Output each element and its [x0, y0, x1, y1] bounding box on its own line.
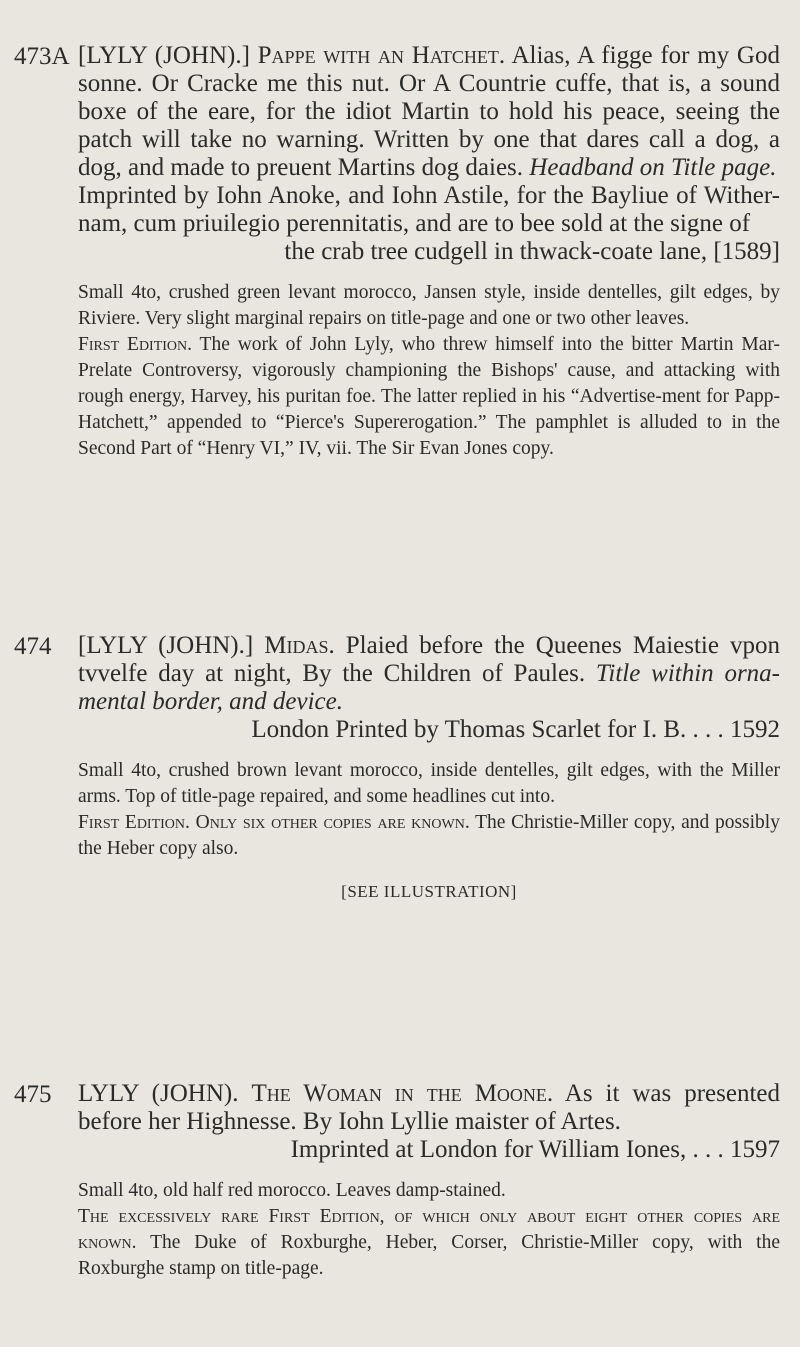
binding-description: Small 4to, crushed green levant morocco, Jansen style, inside dentelles, gilt edges, by Riviere. Very slight marginal repairs on title-page and one or two other leaves. — [78, 282, 780, 329]
imprint-date: the crab tree cudgell in thwack-coate lane, [1589] — [284, 238, 780, 265]
title-note: Title within orna-mental border, and device. — [78, 660, 781, 715]
entry-473a — [0, 42, 800, 462]
title-caps: The Woman in the Moone. — [251, 1080, 554, 1107]
edition-note — [78, 332, 780, 462]
edition-caps: Only six other copies are known. — [189, 812, 470, 833]
title-rest: Plaied before the Queenes Maiestie vpon tvvelfe day at night, By the Children of Paules. — [78, 632, 780, 687]
edition-label: First Edition. — [78, 812, 190, 833]
edition-text: The work of John Lyly, who threw himself into the bitter Martin Mar-Prelate Controversy, vigorously championing the Bishops' cause, and attacking with rough energy, Harvey, his puritan foe. The latter replied in his “Advertise-ment for Papp-Hatchett,” appended to “Pierce's Supererogation.” The pamphlet is alluded to in the Second Part of “Henry VI,” IV, vii. The Sir Evan Jones copy. — [78, 334, 780, 459]
entry-title — [78, 42, 780, 182]
author-heading: [LYLY (JOHN).] — [78, 632, 254, 659]
title-caps: Midas. — [264, 632, 335, 659]
imprint-date: Imprinted at London for William Iones, . . . 1597 — [290, 1136, 780, 1163]
edition-note — [78, 1204, 780, 1282]
binding-description: Small 4to, crushed brown levant morocco, inside dentelles, gilt edges, with the Miller arms. Top of title-page repaired, and some headlines cut into. — [78, 760, 780, 807]
edition-label: First Edition. — [78, 334, 193, 355]
entry-475 — [0, 1080, 800, 1282]
entry-title — [78, 632, 780, 716]
lot-number: 474 — [14, 633, 52, 660]
imprint-date: London Printed by Thomas Scarlet for I. B. . . . 1592 — [251, 716, 780, 743]
title-rest: Alias, A figge for my God sonne. Or Cracke me this nut. Or A Countrie cuffe, that is, a sound boxe of the eare, for the idiot Martin to hold his peace, seeing the patch will take no warning. Written by one that dares call a dog, a dog, and made to preuent Martins dog daies. — [78, 42, 780, 181]
lot-number: 473A — [14, 43, 70, 70]
see-illustration: [SEE ILLUSTRATION] — [341, 882, 517, 901]
lot-number: 475 — [14, 1081, 52, 1108]
title-note: Headband on Title page. — [529, 154, 777, 181]
author-heading: [LYLY (JOHN).] — [78, 42, 250, 69]
entry-title — [78, 1080, 780, 1136]
imprint: Imprinted by Iohn Anoke, and Iohn Astile, for the Bayliue of Wither-nam, cum priuilegio perennitatis, and are to bee sold at the signe of — [78, 182, 780, 237]
title-rest: As it was presented before her Highnesse. By Iohn Lyllie maister of Artes. — [78, 1080, 781, 1135]
author-heading: LYLY (JOHN). — [78, 1080, 239, 1107]
title-caps: Pappe with an Hatchet. — [257, 42, 506, 69]
entry-474 — [0, 632, 800, 902]
edition-caps: The excessively rare First Edition, of which only about eight other copies are known. — [78, 1206, 780, 1253]
binding-description: Small 4to, old half red morocco. Leaves damp-stained. — [78, 1180, 506, 1201]
edition-note — [78, 810, 780, 862]
edition-text: The Christie-Miller copy, and possibly the Heber copy also. — [78, 812, 780, 859]
edition-text: The Duke of Roxburghe, Heber, Corser, Christie-Miller copy, with the Roxburghe stamp on title-page. — [78, 1232, 780, 1279]
